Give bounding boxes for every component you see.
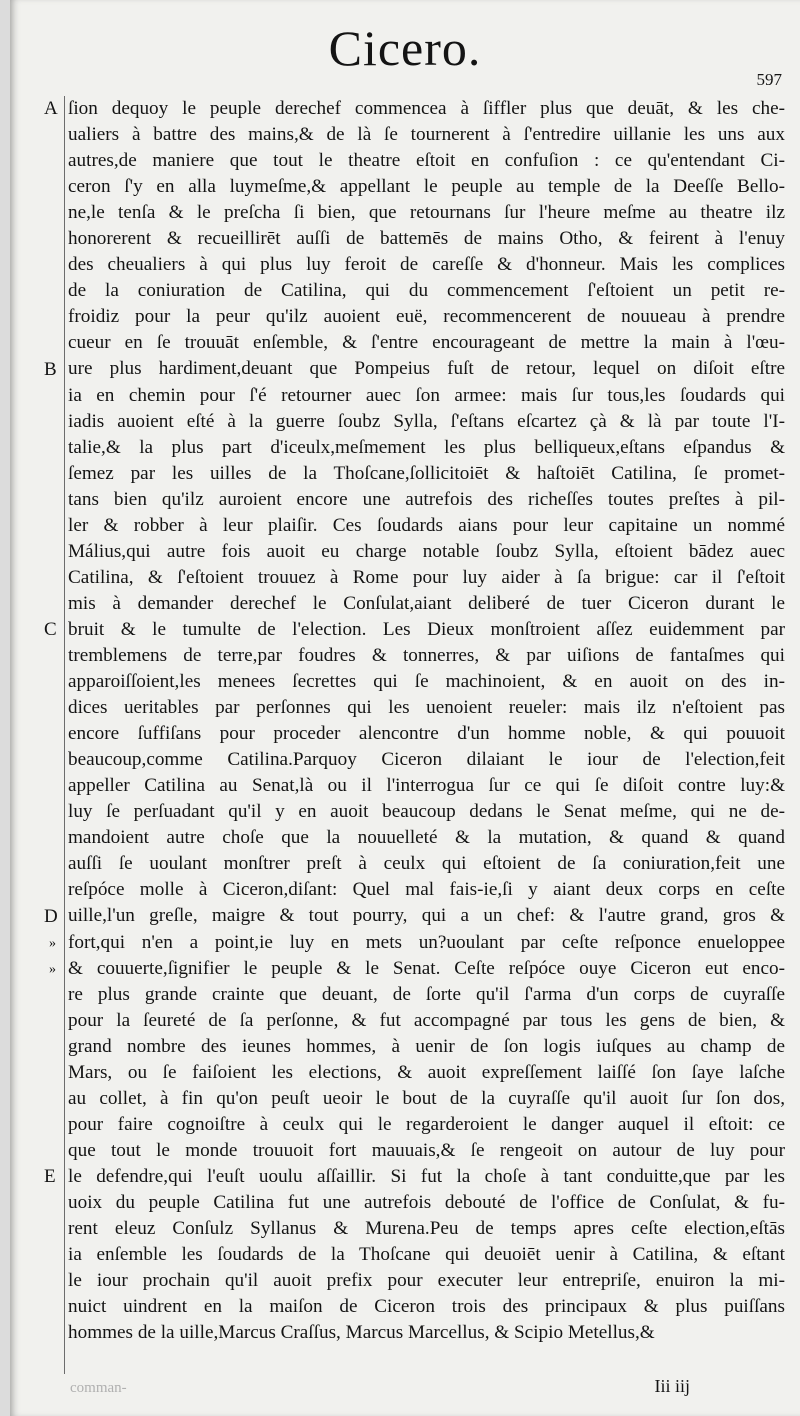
text-line: reſpóce molle à Ciceron,diſant: Quel mal fais-ie,ſi y aiant deux corps en ceſte (68, 879, 785, 901)
page-number: 597 (756, 70, 782, 89)
text-line: des cheualiers à qui plus luy feroit de careſſe & d'honneur. Mais les complices (68, 254, 785, 276)
text-line: Mars, ou ſe faiſoient les elections, & auoit expreſſement laiſſé ſon ſaye laſche (68, 1061, 785, 1083)
quotation-mark: » (49, 961, 56, 977)
text-line: de la coniuration de Catilina, qui du commencement ſ'eſtoient un petit re- (68, 280, 785, 302)
text-line: pour faire cognoiſtre à ceulx qui le regarderoient le danger auquel il eſtoit: ce (68, 1113, 785, 1135)
body-text (68, 96, 785, 1346)
text-line: au collet, à fin qu'on peuſt ueoir le bout de la cuyraſſe qu'il auoit ſur ſon dos, (68, 1087, 785, 1109)
text-line: mis à demander derechef le Conſulat,aiant deliberé de tuer Ciceron durant le (68, 592, 785, 614)
text-line: apparoiſſoient,les menees ſecrettes qui ſe machinoient, & en auoit on des in- (68, 671, 785, 693)
catchword: comman- (70, 1380, 127, 1396)
text-line: grand nombre des ieunes hommes, à uenir de ſon logis iuſques au champ de (68, 1035, 785, 1057)
text-line: ne,le tenſa & le preſcha ſi bien, que retournans ſur l'heure meſme au theatre ilz (68, 202, 785, 224)
section-marker: E (44, 1166, 56, 1188)
text-line: ia enſemble les ſoudards de la Thoſcane qui deuoiēt uenir à Catilina, & eſtant (68, 1244, 785, 1266)
text-line: tans bien qu'ilz auroient encore une autrefois des richeſſes toutes preſtes à pil- (68, 488, 785, 510)
running-title: Cicero. (328, 20, 482, 76)
text-line: ſemez par les uilles de la Thoſcane,ſollicitoiēt & haſtoiēt Catilina, ſe promet- (68, 462, 785, 484)
text-line: que tout le monde trouuoit fort mauuais,& ſe rengeoit on autour de luy pour (68, 1139, 785, 1161)
text-line: beaucoup,comme Catilina.Parquoy Ciceron dilaiant le iour de l'election,feit (68, 749, 785, 771)
text-line: nuict uindrent en la maiſon de Ciceron trois des principaux & plus puiſſans (68, 1296, 785, 1318)
book-page (10, 0, 800, 1416)
section-marker: A (44, 98, 58, 119)
text-line: froidiz pour la peur qu'ilz auoient euë, recommencerent de nouueau à prendre (68, 306, 785, 328)
margin-rule (64, 96, 65, 1374)
text-line: cueur en ſe trouuāt enſemble, & ſ'entre encourageant de mettre la main à l'œu- (68, 332, 785, 354)
text-line: hommes de la uille,Marcus Craſſus, Marcus Marcellus, & Scipio Metellus,& (68, 1322, 655, 1344)
text-line: tremblemens de terre,par foudres & tonnerres, & par uiſions de fantaſmes qui (68, 644, 785, 666)
text-line: ualiers à battre des mains,& de là ſe tournerent à ſ'entredire uillanie les uns aux (68, 124, 785, 146)
text-line: iadis auoient eſté à la guerre ſoubz Sylla, ſ'eſtans eſcartez çà & là par toute l'I- (68, 410, 785, 432)
text-line: ceron ſ'y en alla luymeſme,& appellant le peuple au temple de la Deeſſe Bello- (68, 176, 785, 198)
text-line: pour la ſeureté de ſa perſonne, & fut accompagné par tous les gens de bien, & (68, 1009, 785, 1031)
text-line: Málius,qui autre fois auoit eu charge notable ſoubz Sylla, eſtoient bādez auec (68, 540, 785, 562)
quotation-mark: » (49, 935, 56, 951)
signature-mark: Iii iij (654, 1376, 690, 1396)
text-line: fort,qui n'en a point,ie luy en mets un?uoulant par ceſte reſponce enueloppee (68, 931, 785, 953)
text-line: ia en chemin pour ſ'é retourner auec ſon armee: mais ſur tous,les ſoudards qui (68, 384, 785, 406)
text-line: & couuerte,ſignifier le peuple & le Senat. Ceſte reſpóce ouye Ciceron eut enco- (68, 957, 785, 979)
text-line: bruit & le tumulte de l'election. Les Dieux monſtroient aſſez euidemment par (68, 618, 785, 640)
text-line: re plus grande crainte que deuant, de ſorte qu'il ſ'arma d'un corps de cuyraſſe (68, 983, 785, 1005)
text-line: le defendre,qui l'euſt uoulu aſſaillir. Si fut la choſe à tant conduitte,que par les (68, 1165, 785, 1187)
text-line: luy ſe perſuadant qu'il y en auoit beaucoup dedans le Senat meſme, qui ne de- (68, 801, 785, 823)
section-marker: D (44, 905, 58, 927)
text-line: ure plus hardiment,deuant que Pompeius fuſt de retour, lequel on diſoit eſtre (68, 358, 785, 380)
text-line: uoix du peuple Catilina fut une autrefois debouté de l'office de Conſulat, & fu- (68, 1191, 785, 1213)
text-line: autres,de maniere que tout le theatre eſtoit en confuſion : ce qu'entendant Ci- (68, 150, 785, 172)
text-line: appeller Catilina au Senat,là ou il l'interrogua ſur ce qui ſe diſoit contre luy:& (68, 775, 785, 797)
text-line: Catilina, & ſ'eſtoient trouuez à Rome pour luy aider à ſa brigue: car il ſ'eſtoit (68, 566, 785, 588)
text-line: ler & robber à leur plaiſir. Ces ſoudards aians pour leur capitaine un nommé (68, 514, 785, 536)
text-line: dices ueritables par perſonnes qui les uenoient reueler: mais ilz n'eſtoient pas (68, 697, 785, 719)
text-line: encore ſuffiſans pour proceder alencontre d'un homme noble, & qui pouuoit (68, 723, 785, 745)
text-line: le iour prochain qu'il auoit prefix pour executer leur entrepriſe, enuiron la mi- (68, 1270, 785, 1292)
text-line: auſſi ſe uoulant monſtrer preſt à ceulx qui eſtoient de ſa coniuration,feit une (68, 853, 785, 875)
text-line: mandoient autre choſe que la nouuelleté & la mutation, & quand & quand (68, 827, 785, 849)
section-marker: C (44, 619, 57, 640)
text-line: ſion dequoy le peuple derechef commencea à ſiffler plus que deuāt, & les che- (68, 98, 785, 119)
text-line: honorerent & recueillirēt auſſi de battemēs de mains Otho, & feirent à l'enuy (68, 228, 785, 250)
text-line: uille,l'un greſle, maigre & tout pourry, qui a un chef: & l'autre grand, gros & (68, 905, 785, 927)
section-marker: B (44, 358, 57, 380)
text-line: talie,& la plus part d'iceulx,meſmement les plus belliqueux,eſtans eſpandus & (68, 436, 785, 458)
text-line: rent eleuz Conſulz Syllanus & Murena.Peu de temps apres ceſte election,eſtās (68, 1218, 785, 1240)
